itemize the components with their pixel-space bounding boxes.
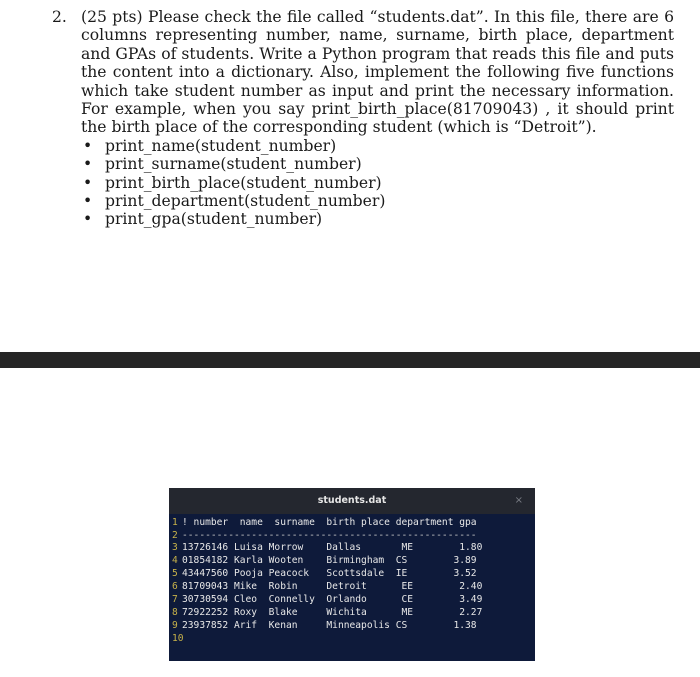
data-row xyxy=(169,580,535,593)
row-text: 72922252 Roxy Blake Wichita ME 2.27 xyxy=(182,607,483,618)
separator-line xyxy=(169,529,535,541)
data-row xyxy=(169,606,535,619)
line-number: 1 xyxy=(172,517,178,528)
bullet-icon: • xyxy=(83,136,93,155)
data-row xyxy=(169,593,535,606)
line-number: 6 xyxy=(172,581,178,592)
row-text: 43447560 Pooja Peacock Scottsdale IE 3.52 xyxy=(182,568,477,579)
bullet-icon: • xyxy=(83,155,93,174)
line-number: 10 xyxy=(172,633,184,644)
data-row xyxy=(169,554,535,567)
header-line xyxy=(169,516,535,529)
list-item xyxy=(83,192,674,210)
row-text: 01854182 Karla Wooten Birmingham CS 3.89 xyxy=(182,555,477,566)
data-row xyxy=(169,619,535,632)
row-text: 30730594 Cleo Connelly Orlando CE 3.49 xyxy=(182,594,483,605)
function-signature: print_department(student_number) xyxy=(105,192,386,211)
list-item xyxy=(83,137,674,155)
function-signature: print_name(student_number) xyxy=(105,136,337,155)
separator-bar xyxy=(0,352,700,368)
row-text: 81709043 Mike Robin Detroit EE 2.40 xyxy=(182,581,483,592)
bullet-icon: • xyxy=(83,210,93,229)
question-text: (25 pts) Please check the file called “students.dat”. In this file, there are 6 columns representing number, name, surname, birth place, department and GPAs of students. Write a Python program that reads this file and puts the content into a dictionary. Also, implement the following five functions which take student number as input and print the necessary information. For example, when you say print_birth_place(81709043) , it should print the birth place of the corresponding student (which is “Detroit”). xyxy=(81,8,674,137)
data-row xyxy=(169,567,535,580)
line-number: 7 xyxy=(172,594,178,605)
function-signature: print_surname(student_number) xyxy=(105,155,362,174)
question-block xyxy=(52,8,674,229)
editor-filename: students.dat xyxy=(317,495,387,506)
header-text: ! number name surname birth place department gpa xyxy=(182,517,477,528)
data-row xyxy=(169,541,535,554)
row-text: 13726146 Luisa Morrow Dallas ME 1.80 xyxy=(182,542,483,553)
line-number: 5 xyxy=(172,568,178,579)
function-list xyxy=(52,137,674,229)
line-number: 2 xyxy=(172,530,178,541)
function-signature: print_gpa(student_number) xyxy=(105,210,323,229)
separator-text: --------------------------------------------------- xyxy=(182,530,477,541)
list-item xyxy=(83,174,674,192)
editor-content[interactable] xyxy=(169,514,535,645)
row-text: 23937852 Arif Kenan Minneapolis CS 1.38 xyxy=(182,620,477,631)
bullet-icon: • xyxy=(83,192,93,211)
bullet-icon: • xyxy=(83,173,93,192)
list-item xyxy=(83,210,674,228)
line-number: 8 xyxy=(172,607,178,618)
function-signature: print_birth_place(student_number) xyxy=(105,173,382,192)
editor-title-bar xyxy=(169,488,535,514)
close-icon[interactable]: × xyxy=(514,495,523,506)
list-item xyxy=(83,155,674,173)
empty-line xyxy=(169,632,535,645)
line-number: 9 xyxy=(172,620,178,631)
line-number: 3 xyxy=(172,542,178,553)
question-number: 2. xyxy=(52,8,67,26)
editor-window xyxy=(169,488,535,661)
line-number: 4 xyxy=(172,555,178,566)
